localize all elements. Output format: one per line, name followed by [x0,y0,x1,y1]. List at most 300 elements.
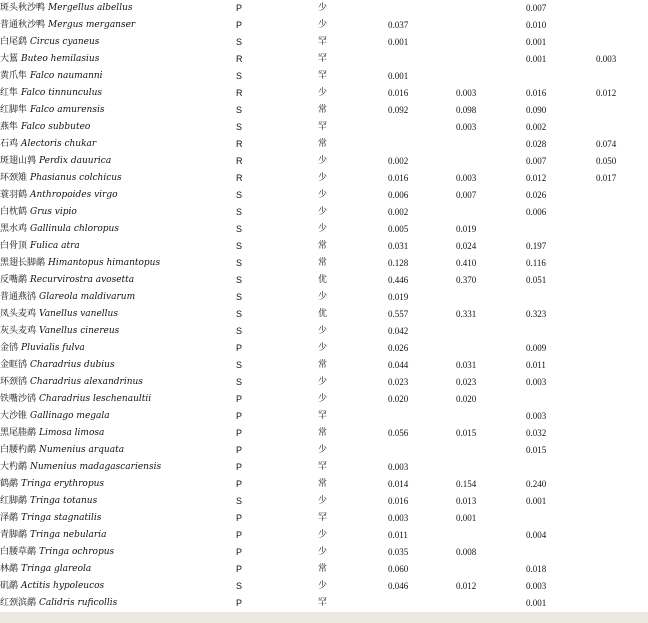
value-cell-4 [596,425,648,442]
value-cell-2: 0.003 [456,173,477,183]
value-cell-3: 0.323 [526,309,547,319]
value-cell-2 [456,323,526,340]
species-latin-name: Tringa ochropus [39,547,115,557]
species-latin-name: Calidris ruficollis [39,598,118,608]
value-cell-4 [596,289,648,306]
species-name-cell [0,255,236,272]
value-cell-4 [596,527,648,544]
species-latin-name: Tringa nebularia [30,530,107,540]
species-latin-name: Perdix dauurica [39,156,112,166]
table-row [0,238,648,255]
species-chinese-name: 金鸻 [0,343,19,353]
species-latin-name: Glareola maldivarum [39,292,136,302]
value-cell-2: 0.020 [456,394,477,404]
species-latin-name: Numenius arquata [39,445,125,455]
value-cell-3: 0.007 [526,3,547,13]
species-name-cell [0,272,236,289]
value-cell-1: 0.001 [388,37,409,47]
abundance-cell: 常 [318,139,328,149]
value-cell-1: 0.002 [388,156,409,166]
residence-type-cell: P [236,445,243,455]
species-name-cell [0,425,236,442]
species-name-cell [0,595,236,612]
table-row [0,17,648,34]
value-cell-1: 0.014 [388,479,409,489]
species-chinese-name: 斑头秋沙鸭 [0,3,46,13]
value-cell-2 [456,459,526,476]
species-latin-name: Numenius madagascariensis [30,462,162,472]
species-name-cell [0,357,236,374]
table-row [0,85,648,102]
residence-type-cell: R [236,156,243,166]
species-chinese-name: 环颈鸻 [0,377,28,387]
table-row [0,136,648,153]
value-cell-1 [388,119,456,136]
value-cell-1: 0.016 [388,173,409,183]
value-cell-3: 0.003 [526,581,547,591]
table-row [0,221,648,238]
species-latin-name: Actitis hypoleucos [21,581,105,591]
value-cell-4 [596,493,648,510]
value-cell-4 [596,374,648,391]
residence-type-cell: P [236,20,243,30]
table-row [0,527,648,544]
species-chinese-name: 黄爪隼 [0,71,28,81]
abundance-cell: 常 [318,479,328,489]
value-cell-3: 0.002 [526,122,547,132]
value-cell-1: 0.035 [388,547,409,557]
value-cell-3: 0.003 [526,411,547,421]
value-cell-3 [526,391,596,408]
species-chinese-name: 金眶鸻 [0,360,28,370]
residence-type-cell: P [236,394,243,404]
value-cell-1 [388,408,456,425]
species-chinese-name: 燕隼 [0,122,19,132]
residence-type-cell: S [236,326,243,336]
species-chinese-name: 斑翅山鹑 [0,156,37,166]
species-name-cell [0,408,236,425]
value-cell-3: 0.197 [526,241,547,251]
residence-type-cell: R [236,139,243,149]
value-cell-1: 0.128 [388,258,409,268]
species-chinese-name: 红脚隼 [0,105,28,115]
species-chinese-name: 黑翅长脚鹬 [0,258,46,268]
table-row [0,255,648,272]
value-cell-1: 0.006 [388,190,409,200]
abundance-cell: 罕 [318,462,328,472]
value-cell-4: 0.050 [596,156,617,166]
species-latin-name: Buteo hemilasius [21,54,100,64]
value-cell-2 [456,204,526,221]
species-chinese-name: 大沙锥 [0,411,28,421]
value-cell-1: 0.031 [388,241,409,251]
species-latin-name: Gallinula chloropus [30,224,119,234]
species-chinese-name: 普通燕鸻 [0,292,37,302]
species-name-cell [0,578,236,595]
species-name-cell [0,204,236,221]
abundance-cell: 少 [318,377,328,387]
value-cell-2 [456,153,526,170]
residence-type-cell: S [236,71,243,81]
residence-type-cell: S [236,224,243,234]
value-cell-3: 0.012 [526,173,547,183]
species-chinese-name: 青脚鹬 [0,530,28,540]
residence-type-cell: R [236,54,243,64]
species-chinese-name: 红脚鹬 [0,496,28,506]
value-cell-4 [596,595,648,612]
value-cell-4 [596,510,648,527]
value-cell-4 [596,102,648,119]
abundance-cell: 常 [318,241,328,251]
value-cell-3: 0.009 [526,343,547,353]
table-row [0,459,648,476]
value-cell-1: 0.056 [388,428,409,438]
value-cell-3: 0.240 [526,479,547,489]
value-cell-1: 0.002 [388,207,409,217]
species-name-cell [0,68,236,85]
value-cell-2: 0.331 [456,309,477,319]
residence-type-cell: R [236,88,243,98]
value-cell-2 [456,34,526,51]
value-cell-3: 0.028 [526,139,547,149]
table-row [0,170,648,187]
value-cell-2: 0.003 [456,122,477,132]
abundance-cell: 少 [318,326,328,336]
residence-type-cell: P [236,479,243,489]
value-cell-2: 0.013 [456,496,477,506]
table-row [0,493,648,510]
value-cell-3: 0.011 [526,360,546,370]
value-cell-4 [596,476,648,493]
value-cell-4 [596,340,648,357]
value-cell-4 [596,544,648,561]
species-name-cell [0,119,236,136]
species-latin-name: Charadrius leschenaultii [39,394,152,404]
residence-type-cell: S [236,122,243,132]
abundance-cell: 少 [318,547,328,557]
value-cell-3 [526,323,596,340]
abundance-cell: 少 [318,207,328,217]
value-cell-2: 0.023 [456,377,477,387]
species-chinese-name: 红颈滨鹬 [0,598,37,608]
value-cell-3 [526,544,596,561]
species-name-cell [0,510,236,527]
species-latin-name: Fulica atra [30,241,80,251]
species-latin-name: Vanellus cinereus [39,326,120,336]
value-cell-4 [596,323,648,340]
species-chinese-name: 泽鹬 [0,513,19,523]
table-row [0,374,648,391]
species-latin-name: Tringa glareola [21,564,92,574]
residence-type-cell: S [236,309,243,319]
value-cell-3: 0.026 [526,190,547,200]
abundance-cell: 少 [318,224,328,234]
residence-type-cell: S [236,377,243,387]
value-cell-1: 0.037 [388,20,409,30]
species-name-cell [0,51,236,68]
residence-type-cell: S [236,292,243,302]
value-cell-1: 0.011 [388,530,408,540]
value-cell-1: 0.020 [388,394,409,404]
table-row [0,595,648,612]
value-cell-1: 0.005 [388,224,409,234]
abundance-cell: 常 [318,360,328,370]
species-chinese-name: 白枕鹤 [0,207,28,217]
abundance-cell: 少 [318,173,328,183]
species-chinese-name: 白骨顶 [0,241,28,251]
value-cell-4: 0.003 [596,54,617,64]
abundance-cell: 少 [318,3,328,13]
value-cell-3: 0.032 [526,428,547,438]
value-cell-1: 0.060 [388,564,409,574]
value-cell-3: 0.018 [526,564,547,574]
table-row [0,544,648,561]
species-latin-name: Charadrius dubius [30,360,115,370]
value-cell-3: 0.090 [526,105,547,115]
residence-type-cell: P [236,343,243,353]
residence-type-cell: P [236,530,243,540]
value-cell-3 [526,459,596,476]
value-cell-3: 0.001 [526,37,547,47]
species-latin-name: Tringa erythropus [21,479,105,489]
residence-type-cell: P [236,462,243,472]
species-chinese-name: 蓑羽鹤 [0,190,28,200]
value-cell-2: 0.024 [456,241,477,251]
species-name-cell [0,391,236,408]
species-name-cell [0,459,236,476]
species-name-cell [0,238,236,255]
value-cell-4 [596,391,648,408]
value-cell-3: 0.001 [526,496,547,506]
species-latin-name: Himantopus himantopus [48,258,161,268]
abundance-cell: 罕 [318,513,328,523]
abundance-cell: 常 [318,258,328,268]
species-name-cell [0,493,236,510]
value-cell-1: 0.557 [388,309,409,319]
table-row [0,34,648,51]
value-cell-1: 0.016 [388,88,409,98]
value-cell-3: 0.015 [526,445,547,455]
page-bottom-margin [0,612,648,623]
table-row [0,153,648,170]
value-cell-1 [388,595,456,612]
value-cell-3 [526,289,596,306]
value-cell-3: 0.001 [526,54,547,64]
table-row [0,68,648,85]
species-chinese-name: 凤头麦鸡 [0,309,37,319]
species-latin-name: Falco naumanni [30,71,103,81]
species-name-cell [0,17,236,34]
species-chinese-name: 林鹬 [0,564,19,574]
table-row [0,408,648,425]
species-name-cell [0,136,236,153]
abundance-cell: 少 [318,292,328,302]
residence-type-cell: S [236,496,243,506]
abundance-cell: 少 [318,394,328,404]
abundance-cell: 优 [318,275,328,285]
table-row [0,391,648,408]
residence-type-cell: P [236,513,243,523]
species-name-cell [0,289,236,306]
value-cell-3 [526,68,596,85]
value-cell-2 [456,527,526,544]
species-latin-name: Recurvirostra avosetta [30,275,135,285]
species-chinese-name: 红隼 [0,88,19,98]
value-cell-3: 0.116 [526,258,546,268]
value-cell-1: 0.046 [388,581,409,591]
species-chinese-name: 铁嘴沙鸻 [0,394,37,404]
value-cell-1 [388,51,456,68]
table-row [0,119,648,136]
species-name-cell [0,187,236,204]
species-chinese-name: 白尾鹞 [0,37,28,47]
value-cell-1 [388,442,456,459]
table-row [0,357,648,374]
residence-type-cell: P [236,3,243,13]
species-chinese-name: 黑水鸡 [0,224,28,234]
table-row [0,442,648,459]
value-cell-1: 0.003 [388,513,409,523]
species-latin-name: Falco amurensis [30,105,105,115]
value-cell-2 [456,442,526,459]
residence-type-cell: S [236,258,243,268]
species-latin-name: Anthropoides virgo [30,190,118,200]
value-cell-4 [596,272,648,289]
abundance-cell: 常 [318,105,328,115]
residence-type-cell: P [236,428,243,438]
value-cell-4 [596,119,648,136]
value-cell-1: 0.092 [388,105,409,115]
value-cell-4 [596,238,648,255]
species-name-cell [0,476,236,493]
value-cell-4: 0.074 [596,139,617,149]
value-cell-2 [456,561,526,578]
value-cell-3: 0.001 [526,598,547,608]
species-latin-name: Mergus merganser [48,20,136,30]
value-cell-2 [456,289,526,306]
value-cell-4 [596,221,648,238]
species-chinese-name: 黑尾塍鹬 [0,428,37,438]
value-cell-4 [596,187,648,204]
value-cell-4 [596,561,648,578]
species-name-cell [0,340,236,357]
residence-type-cell: S [236,581,243,591]
abundance-cell: 优 [318,309,328,319]
species-latin-name: Charadrius alexandrinus [30,377,143,387]
value-cell-4: 0.012 [596,88,617,98]
residence-type-cell: P [236,547,243,557]
value-cell-3: 0.006 [526,207,547,217]
abundance-cell: 少 [318,343,328,353]
value-cell-1: 0.019 [388,292,409,302]
table-row [0,425,648,442]
abundance-cell: 常 [318,428,328,438]
value-cell-1: 0.003 [388,462,409,472]
value-cell-4 [596,408,648,425]
value-cell-2 [456,68,526,85]
species-latin-name: Gallinago megala [30,411,110,421]
species-latin-name: Tringa totanus [30,496,98,506]
value-cell-1: 0.446 [388,275,409,285]
species-chinese-name: 环颈雉 [0,173,28,183]
value-cell-1: 0.026 [388,343,409,353]
value-cell-2 [456,408,526,425]
species-chinese-name: 大鵟 [0,54,19,64]
abundance-cell: 罕 [318,54,328,64]
residence-type-cell: S [236,360,243,370]
table-row [0,306,648,323]
value-cell-3: 0.051 [526,275,547,285]
species-chinese-name: 矶鹬 [0,581,19,591]
species-chinese-name: 石鸡 [0,139,19,149]
value-cell-4 [596,459,648,476]
table-row [0,340,648,357]
species-chinese-name: 灰头麦鸡 [0,326,37,336]
table-row [0,0,648,17]
residence-type-cell: S [236,105,243,115]
value-cell-3 [526,510,596,527]
value-cell-3: 0.016 [526,88,547,98]
residence-type-cell: P [236,411,243,421]
value-cell-2: 0.001 [456,513,477,523]
species-latin-name: Circus cyaneus [30,37,100,47]
table-row [0,323,648,340]
species-latin-name: Phasianus colchicus [30,173,122,183]
abundance-cell: 少 [318,530,328,540]
species-latin-name: Grus vipio [30,207,77,217]
table-row [0,578,648,595]
table-row [0,561,648,578]
species-name-cell [0,323,236,340]
value-cell-2 [456,51,526,68]
value-cell-1 [388,0,456,17]
abundance-cell: 常 [318,564,328,574]
species-name-cell [0,0,236,17]
value-cell-2 [456,136,526,153]
table-row [0,102,648,119]
species-chinese-name: 普通秋沙鸭 [0,20,46,30]
value-cell-1: 0.001 [388,71,409,81]
value-cell-2: 0.098 [456,105,477,115]
residence-type-cell: S [236,37,243,47]
abundance-cell: 少 [318,496,328,506]
abundance-cell: 少 [318,445,328,455]
value-cell-1: 0.044 [388,360,409,370]
value-cell-2: 0.370 [456,275,477,285]
table-row [0,51,648,68]
residence-type-cell: S [236,190,243,200]
species-latin-name: Mergellus albellus [48,3,133,13]
value-cell-4 [596,34,648,51]
value-cell-1 [388,136,456,153]
abundance-cell: 少 [318,88,328,98]
species-name-cell [0,442,236,459]
species-latin-name: Falco subbuteo [21,122,91,132]
value-cell-1: 0.023 [388,377,409,387]
species-chinese-name: 白腰草鹬 [0,547,37,557]
species-latin-name: Pluvialis fulva [21,343,85,353]
species-latin-name: Falco tinnunculus [21,88,103,98]
value-cell-2 [456,595,526,612]
value-cell-4 [596,306,648,323]
species-name-cell [0,85,236,102]
species-name-cell [0,374,236,391]
species-name-cell [0,170,236,187]
value-cell-4 [596,255,648,272]
species-name-cell [0,221,236,238]
species-latin-name: Tringa stagnatilis [21,513,102,523]
value-cell-4 [596,204,648,221]
